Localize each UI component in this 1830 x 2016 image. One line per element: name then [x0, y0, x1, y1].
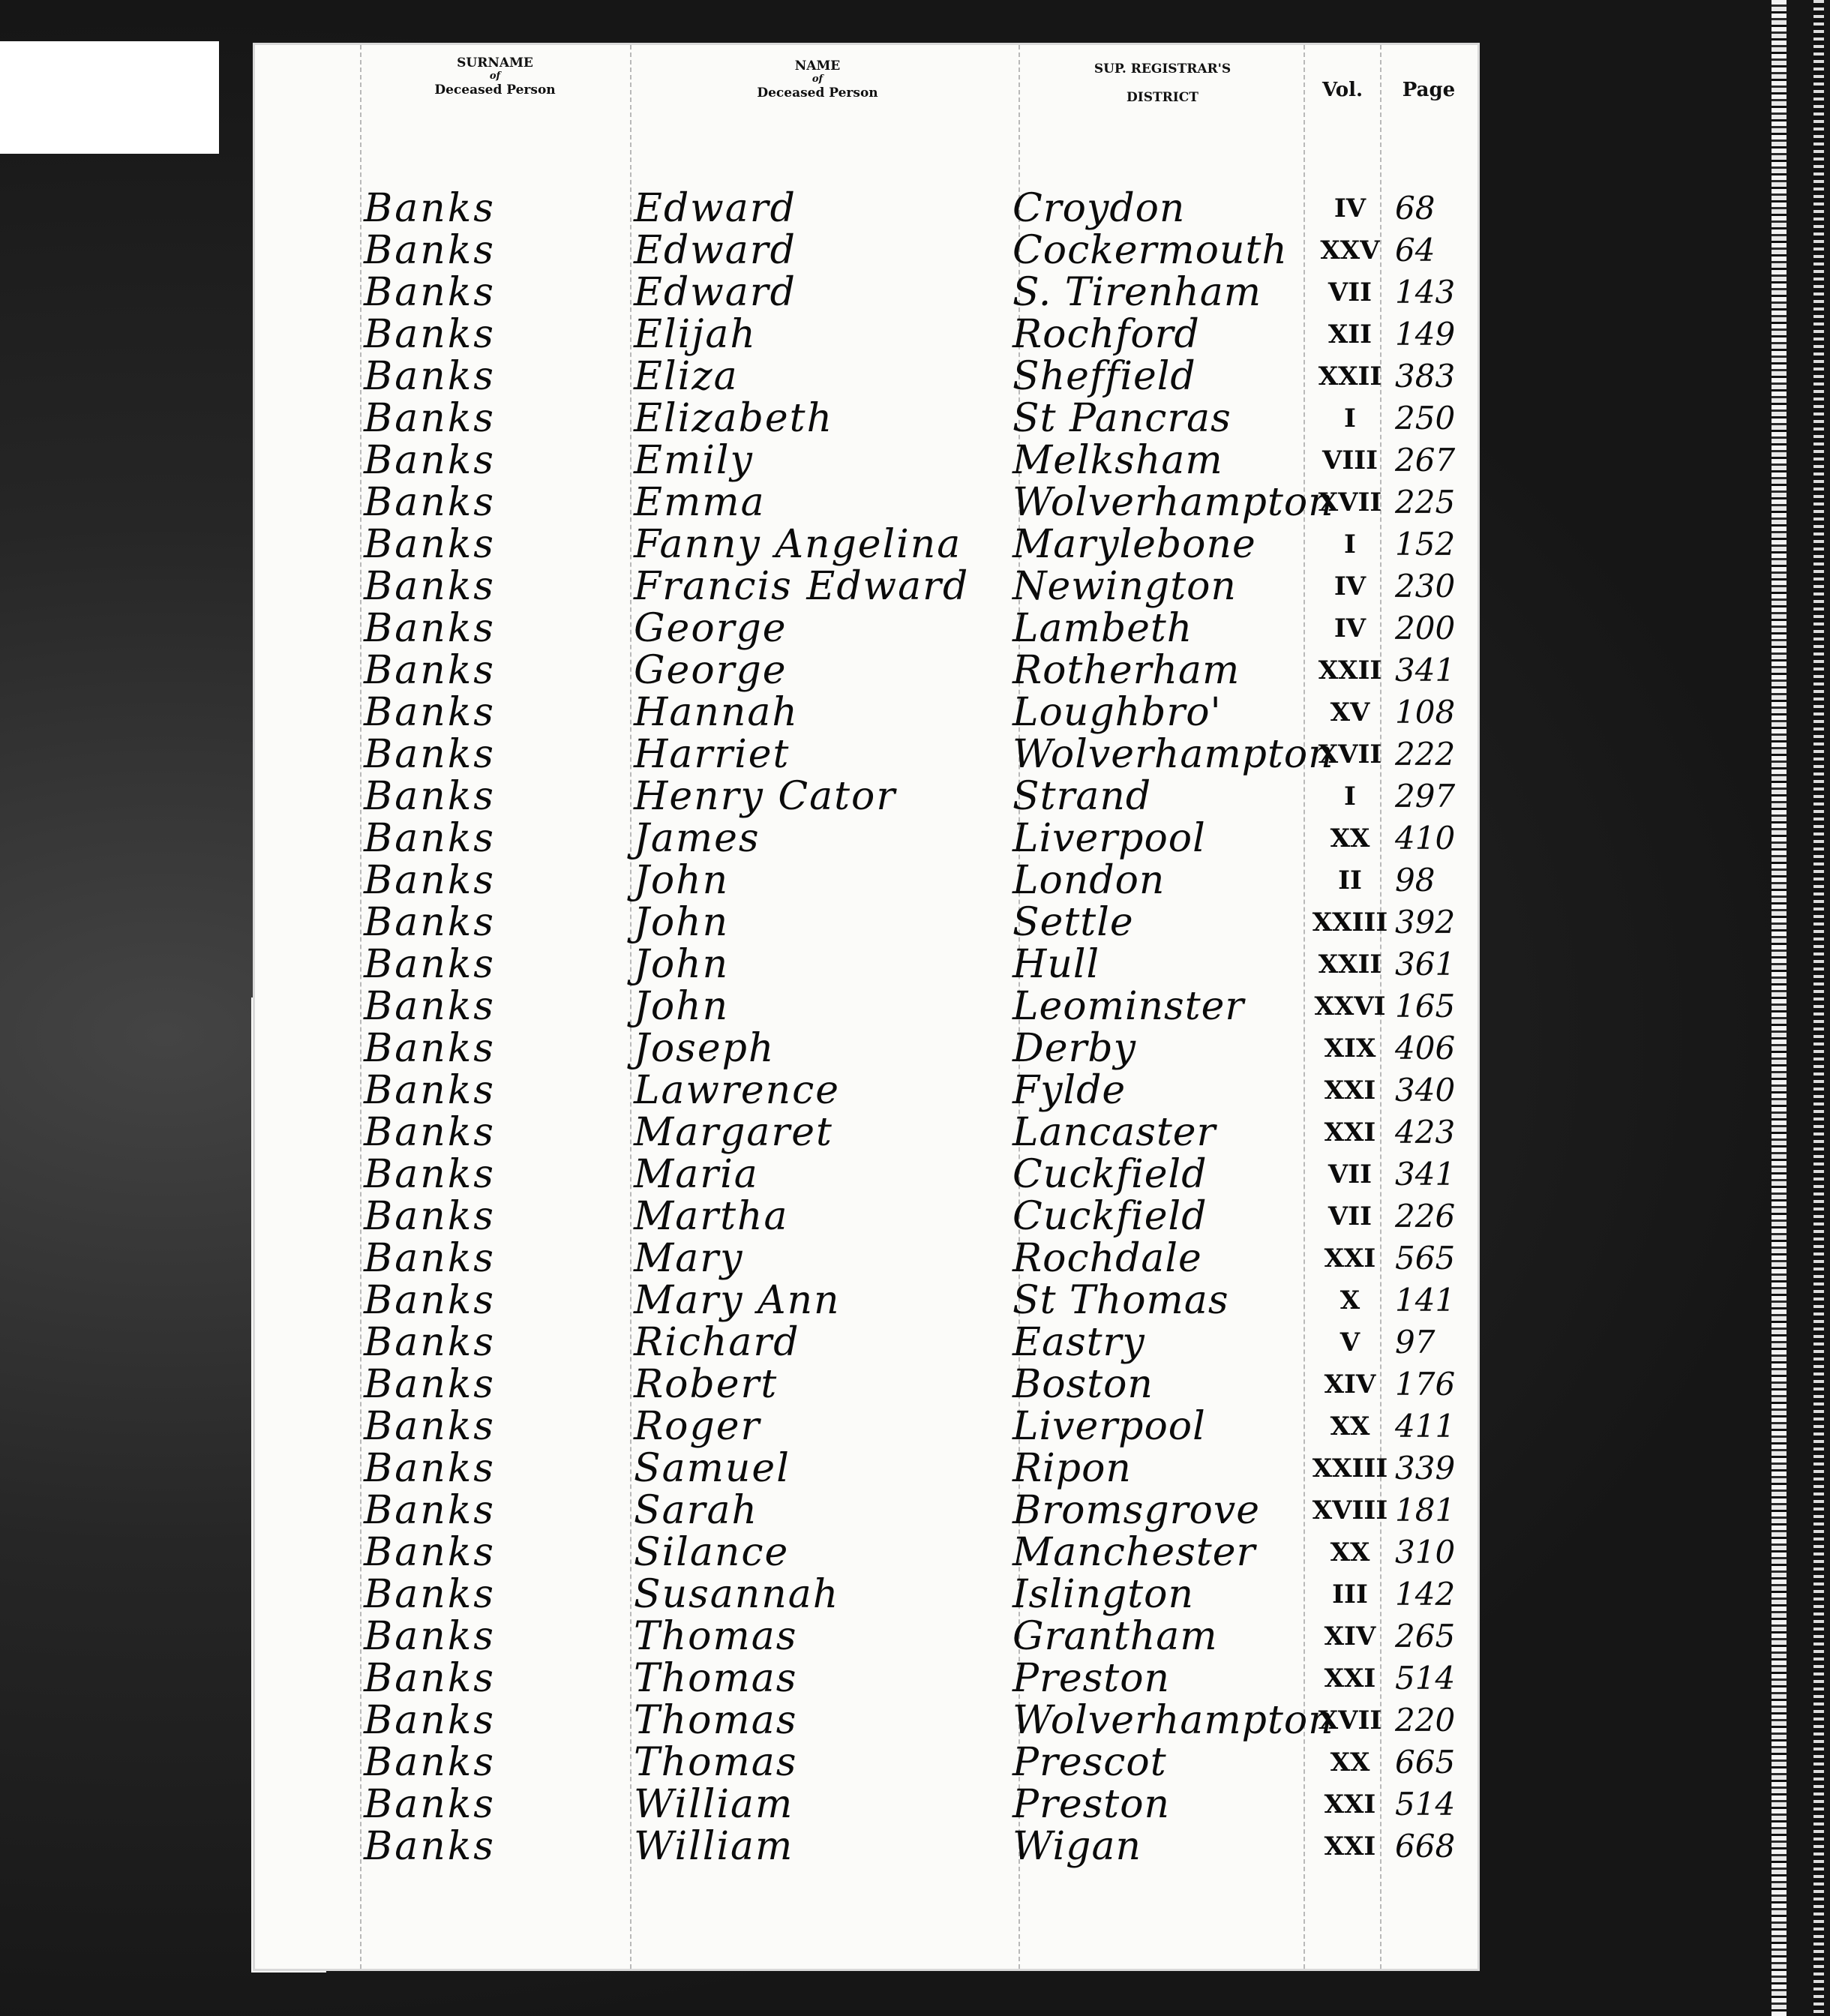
district-cell: Liverpool	[1012, 1404, 1206, 1449]
surname-cell: Banks	[364, 858, 496, 903]
page-cell: 64	[1395, 232, 1436, 268]
page-cell: 410	[1395, 820, 1456, 856]
list-item	[255, 1028, 1478, 1070]
vol-cell: IV	[1334, 194, 1366, 224]
vol-cell: XXV	[1320, 236, 1380, 266]
district-cell: St Pancras	[1012, 396, 1232, 441]
list-item	[255, 1742, 1478, 1784]
list-item	[255, 776, 1478, 818]
vol-cell: I	[1344, 530, 1356, 560]
vol-cell: XXIII	[1312, 1454, 1388, 1484]
page-cell: 230	[1395, 568, 1456, 604]
white-margin-tab	[0, 41, 219, 154]
district-cell: Marylebone	[1012, 522, 1256, 567]
vol-cell: XIV	[1324, 1622, 1376, 1652]
district-cell: Cockermouth	[1012, 228, 1288, 273]
list-item	[255, 188, 1478, 230]
page-cell: 142	[1395, 1576, 1456, 1612]
page-cell: 339	[1395, 1450, 1456, 1486]
surname-cell: Banks	[364, 648, 496, 693]
surname-cell: Banks	[364, 564, 496, 609]
page-cell: 181	[1395, 1492, 1456, 1528]
surname-cell: Banks	[364, 774, 496, 819]
vol-cell: XV	[1330, 698, 1370, 728]
list-item	[255, 986, 1478, 1028]
vol-cell: XX	[1330, 1412, 1370, 1442]
surname-cell: Banks	[364, 1488, 496, 1533]
surname-cell: Banks	[364, 1782, 496, 1827]
page-cell: 143	[1395, 274, 1456, 310]
list-item	[255, 566, 1478, 608]
list-item	[255, 1532, 1478, 1574]
page-cell: 341	[1395, 1156, 1456, 1192]
page-cell: 141	[1395, 1282, 1456, 1318]
page-cell: 411	[1395, 1408, 1456, 1444]
surname-cell: Banks	[364, 228, 496, 273]
page-cell: 665	[1395, 1744, 1456, 1780]
surname-cell: Banks	[364, 438, 496, 483]
district-cell: Croydon	[1012, 186, 1186, 231]
district-cell: Rotherham	[1012, 648, 1240, 693]
district-cell: Cuckfield	[1012, 1152, 1208, 1197]
page-cell: 514	[1395, 1786, 1456, 1822]
district-cell: Prescot	[1012, 1740, 1167, 1785]
name-cell: Joseph	[634, 1026, 776, 1071]
vol-cell: XVII	[1318, 740, 1382, 770]
page-cell: 152	[1395, 526, 1456, 562]
vol-cell: XXVI	[1314, 992, 1386, 1022]
surname-cell: Banks	[364, 1236, 496, 1281]
surname-cell: Banks	[364, 1320, 496, 1365]
page-cell: 310	[1395, 1534, 1456, 1570]
surname-cell: Banks	[364, 1194, 496, 1239]
surname-cell: Banks	[364, 690, 496, 735]
page-cell: 108	[1395, 694, 1456, 730]
page-cell: 165	[1395, 988, 1456, 1024]
name-cell: John	[634, 942, 730, 987]
list-item	[255, 1700, 1478, 1742]
name-cell: John	[634, 984, 730, 1029]
vol-cell: XVII	[1318, 488, 1382, 518]
list-item	[255, 818, 1478, 860]
page-cell: 250	[1395, 400, 1456, 436]
surname-cell: Banks	[364, 1572, 496, 1617]
page-cell: 265	[1395, 1618, 1456, 1654]
page-cell: 361	[1395, 946, 1456, 982]
page-cell: 392	[1395, 904, 1456, 940]
name-cell: Henry Cator	[634, 774, 897, 819]
district-cell: Fylde	[1012, 1068, 1126, 1113]
district-cell: Manchester	[1012, 1530, 1256, 1575]
district-cell: Preston	[1012, 1656, 1170, 1701]
vol-cell: XXII	[1318, 950, 1382, 980]
list-item	[255, 1364, 1478, 1406]
district-cell: Melksham	[1012, 438, 1223, 483]
district-cell: Ripon	[1012, 1446, 1132, 1491]
vol-cell: XXIII	[1312, 908, 1388, 938]
name-cell: Maria	[634, 1152, 759, 1197]
surname-cell: Banks	[364, 1068, 496, 1113]
district-cell: Liverpool	[1012, 816, 1206, 861]
name-cell: Sarah	[634, 1488, 758, 1533]
vol-cell: XVIII	[1312, 1496, 1388, 1526]
page-cell: 340	[1395, 1072, 1456, 1108]
surname-cell: Banks	[364, 606, 496, 651]
name-cell: Mary	[634, 1236, 744, 1281]
list-item	[255, 1826, 1478, 1868]
district-cell: Islington	[1012, 1572, 1194, 1617]
list-item	[255, 440, 1478, 482]
page-cell: 97	[1395, 1324, 1436, 1360]
surname-cell: Banks	[364, 1152, 496, 1197]
name-cell: Eliza	[634, 354, 739, 399]
vol-cell: X	[1340, 1286, 1360, 1316]
list-item	[255, 1196, 1478, 1238]
page-cell: 565	[1395, 1240, 1456, 1276]
page-header: Page	[1402, 79, 1456, 101]
register-page	[255, 45, 1478, 1969]
district-cell: S. Tirenham	[1012, 270, 1262, 315]
list-item	[255, 650, 1478, 692]
name-cell: Thomas	[634, 1656, 798, 1701]
vol-cell: XIX	[1324, 1034, 1376, 1064]
surname-cell: Banks	[364, 312, 496, 357]
vol-cell: I	[1344, 782, 1356, 812]
surname-cell: Banks	[364, 396, 496, 441]
district-cell: London	[1012, 858, 1166, 903]
list-item	[255, 734, 1478, 776]
list-item	[255, 1154, 1478, 1196]
name-cell: George	[634, 606, 788, 651]
page-cell: 406	[1395, 1030, 1456, 1066]
surname-cell: Banks	[364, 270, 496, 315]
film-edge-strip	[1772, 0, 1786, 2016]
name-header: NAME of Deceased Person	[757, 58, 878, 100]
district-cell: Hull	[1012, 942, 1100, 987]
film-edge-strip-outer	[1814, 0, 1824, 2016]
page-cell: 341	[1395, 652, 1456, 688]
list-item	[255, 482, 1478, 524]
district-cell: Wolverhampton	[1012, 480, 1334, 525]
vol-cell: XXI	[1324, 1244, 1376, 1274]
district-cell: Rochford	[1012, 312, 1200, 357]
page-cell: 383	[1395, 358, 1456, 394]
page-cell: 98	[1395, 862, 1436, 898]
name-cell: Lawrence	[634, 1068, 841, 1113]
name-cell: Martha	[634, 1194, 789, 1239]
list-item	[255, 944, 1478, 986]
vol-cell: XX	[1330, 824, 1370, 854]
name-cell: Elizabeth	[634, 396, 834, 441]
name-cell: Richard	[634, 1320, 800, 1365]
list-item	[255, 272, 1478, 314]
list-item	[255, 1406, 1478, 1448]
district-cell: Leominster	[1012, 984, 1245, 1029]
district-header: SUP. REGISTRAR'S DISTRICT	[1094, 62, 1232, 105]
list-item	[255, 902, 1478, 944]
name-cell: Thomas	[634, 1698, 798, 1743]
surname-cell: Banks	[364, 1446, 496, 1491]
district-cell: Sheffield	[1012, 354, 1196, 399]
district-cell: Wigan	[1012, 1824, 1142, 1869]
vol-header: Vol.	[1322, 79, 1364, 101]
surname-cell: Banks	[364, 900, 496, 945]
page-cell: 668	[1395, 1828, 1456, 1864]
vol-cell: V	[1340, 1328, 1360, 1358]
surname-cell: Banks	[364, 732, 496, 777]
name-cell: Thomas	[634, 1614, 798, 1659]
list-item	[255, 1280, 1478, 1322]
name-cell: Samuel	[634, 1446, 790, 1491]
surname-cell: Banks	[364, 984, 496, 1029]
surname-cell: Banks	[364, 1362, 496, 1407]
district-cell: St Thomas	[1012, 1278, 1229, 1323]
name-cell: Fanny Angelina	[634, 522, 962, 567]
vol-cell: VII	[1328, 1202, 1372, 1232]
list-item	[255, 1322, 1478, 1364]
vol-cell: XXI	[1324, 1118, 1376, 1148]
name-cell: William	[634, 1782, 794, 1827]
list-item	[255, 860, 1478, 902]
page-cell: 220	[1395, 1702, 1456, 1738]
district-cell: Lambeth	[1012, 606, 1193, 651]
vol-cell: IV	[1334, 572, 1366, 602]
name-cell: George	[634, 648, 788, 693]
vol-cell: III	[1332, 1580, 1368, 1610]
name-cell: Harriet	[634, 732, 790, 777]
name-cell: Edward	[634, 270, 796, 315]
district-cell: Cuckfield	[1012, 1194, 1208, 1239]
list-item	[255, 1490, 1478, 1532]
surname-cell: Banks	[364, 1614, 496, 1659]
page-cell: 222	[1395, 736, 1456, 772]
district-cell: Grantham	[1012, 1614, 1218, 1659]
surname-cell: Banks	[364, 354, 496, 399]
district-cell: Derby	[1012, 1026, 1136, 1071]
page-cell: 68	[1395, 190, 1436, 226]
page-cell: 514	[1395, 1660, 1456, 1696]
vol-cell: VII	[1328, 278, 1372, 308]
district-cell: Preston	[1012, 1782, 1170, 1827]
surname-cell: Banks	[364, 1404, 496, 1449]
surname-cell: Banks	[364, 1698, 496, 1743]
vol-cell: XXII	[1318, 362, 1382, 392]
vol-cell: IV	[1334, 614, 1366, 644]
district-cell: Loughbro'	[1012, 690, 1222, 735]
surname-cell: Banks	[364, 1740, 496, 1785]
name-cell: Roger	[634, 1404, 761, 1449]
vol-cell: I	[1344, 404, 1356, 434]
name-cell: Emma	[634, 480, 766, 525]
name-cell: Susannah	[634, 1572, 840, 1617]
district-cell: Strand	[1012, 774, 1152, 819]
district-cell: Bromsgrove	[1012, 1488, 1260, 1533]
page-cell: 176	[1395, 1366, 1456, 1402]
district-cell: Settle	[1012, 900, 1134, 945]
surname-cell: Banks	[364, 1656, 496, 1701]
page-cell: 423	[1395, 1114, 1456, 1150]
name-cell: Emily	[634, 438, 754, 483]
vol-cell: XXI	[1324, 1664, 1376, 1694]
district-cell: Lancaster	[1012, 1110, 1216, 1155]
surname-cell: Banks	[364, 480, 496, 525]
vol-cell: XX	[1330, 1748, 1370, 1778]
surname-cell: Banks	[364, 186, 496, 231]
vol-cell: VIII	[1322, 446, 1378, 476]
page-cell: 226	[1395, 1198, 1456, 1234]
surname-cell: Banks	[364, 1026, 496, 1071]
vol-cell: XXI	[1324, 1832, 1376, 1862]
list-item	[255, 692, 1478, 734]
vol-cell: VII	[1328, 1160, 1372, 1190]
name-cell: Edward	[634, 228, 796, 273]
list-item	[255, 230, 1478, 272]
name-cell: Francis Edward	[634, 564, 970, 609]
surname-cell: Banks	[364, 816, 496, 861]
district-cell: Wolverhampton	[1012, 1698, 1334, 1743]
surname-cell: Banks	[364, 522, 496, 567]
vol-cell: XIV	[1324, 1370, 1376, 1400]
name-cell: Thomas	[634, 1740, 798, 1785]
name-cell: Robert	[634, 1362, 778, 1407]
name-cell: Mary Ann	[634, 1278, 841, 1323]
page-cell: 225	[1395, 484, 1456, 520]
name-cell: James	[634, 816, 760, 861]
list-item	[255, 356, 1478, 398]
page-cell: 267	[1395, 442, 1456, 478]
surname-cell: Banks	[364, 1278, 496, 1323]
surname-cell: Banks	[364, 1110, 496, 1155]
list-item	[255, 608, 1478, 650]
vol-cell: XXII	[1318, 656, 1382, 686]
surname-cell: Banks	[364, 1530, 496, 1575]
list-item	[255, 1574, 1478, 1616]
name-cell: John	[634, 858, 730, 903]
list-item	[255, 314, 1478, 356]
list-item	[255, 398, 1478, 440]
list-item	[255, 1112, 1478, 1154]
column-header	[255, 45, 1478, 150]
district-cell: Boston	[1012, 1362, 1154, 1407]
surname-header: SURNAME of Deceased Person	[434, 56, 556, 98]
list-item	[255, 1658, 1478, 1700]
name-cell: Margaret	[634, 1110, 833, 1155]
name-cell: John	[634, 900, 730, 945]
vol-cell: XII	[1328, 320, 1372, 350]
list-item	[255, 1238, 1478, 1280]
district-cell: Wolverhampton	[1012, 732, 1334, 777]
list-item	[255, 1070, 1478, 1112]
name-cell: Elijah	[634, 312, 757, 357]
district-cell: Eastry	[1012, 1320, 1145, 1365]
surname-cell: Banks	[364, 942, 496, 987]
name-cell: Edward	[634, 186, 796, 231]
list-item	[255, 1616, 1478, 1658]
name-cell: Silance	[634, 1530, 790, 1575]
list-item	[255, 1784, 1478, 1826]
name-cell: William	[634, 1824, 794, 1869]
vol-cell: XX	[1330, 1538, 1370, 1568]
vol-cell: II	[1338, 866, 1362, 896]
vol-cell: XXI	[1324, 1076, 1376, 1106]
list-item	[255, 1448, 1478, 1490]
district-cell: Newington	[1012, 564, 1237, 609]
page-cell: 149	[1395, 316, 1456, 352]
district-cell: Rochdale	[1012, 1236, 1202, 1281]
page-cell: 200	[1395, 610, 1456, 646]
list-item	[255, 524, 1478, 566]
surname-cell: Banks	[364, 1824, 496, 1869]
name-cell: Hannah	[634, 690, 799, 735]
vol-cell: XXI	[1324, 1790, 1376, 1820]
vol-cell: XVII	[1318, 1706, 1382, 1736]
page-cell: 297	[1395, 778, 1456, 814]
